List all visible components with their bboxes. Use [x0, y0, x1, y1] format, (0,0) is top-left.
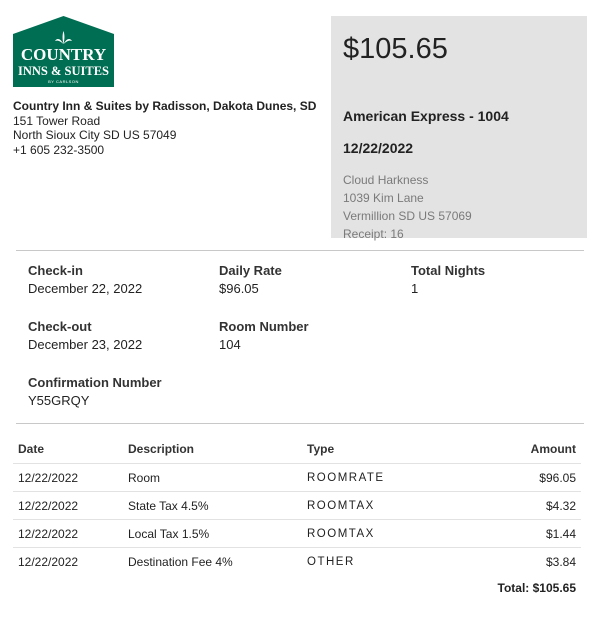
checkin-label: Check-in	[28, 263, 83, 278]
grand-total: Total: $105.65	[497, 581, 576, 595]
checkout-value: December 23, 2022	[28, 337, 143, 352]
table-row	[13, 520, 581, 548]
table-row	[13, 548, 581, 576]
row-date: 12/22/2022	[18, 554, 79, 569]
row-description: Room	[123, 464, 302, 492]
row-amount: $96.05	[462, 464, 581, 492]
header-type: Type	[302, 435, 462, 464]
checkin-field	[28, 262, 142, 298]
country-inns-logo	[13, 16, 114, 87]
divider-bottom	[16, 423, 584, 424]
payment-date: 12/22/2022	[343, 140, 414, 156]
logo-line2: INNS & SUITES	[17, 64, 110, 78]
row-description: Destination Fee 4%	[128, 554, 233, 569]
table-row	[13, 492, 581, 520]
row-description: State Tax 4.5%	[123, 492, 302, 520]
checkout-label: Check-out	[28, 319, 92, 334]
checkout-field	[28, 318, 142, 354]
row-type: ROOMTAX	[302, 520, 462, 548]
logo-line3: BY CARLSON	[48, 79, 79, 84]
row-date: 12/22/2022	[13, 464, 123, 492]
row-type: OTHER	[307, 555, 355, 568]
confirmation-field	[28, 374, 162, 410]
confirmation-label: Confirmation Number	[28, 375, 162, 390]
row-description: Local Tax 1.5%	[123, 520, 302, 548]
table-header-row	[13, 435, 581, 464]
total-nights-field	[411, 262, 485, 298]
row-date: 12/22/2022	[13, 520, 123, 548]
hotel-address-line1: 151 Tower Road	[13, 113, 101, 128]
checkin-value: December 22, 2022	[28, 281, 143, 296]
guest-address-line1: 1039 Kim Lane	[343, 191, 424, 205]
daily-rate-value: $96.05	[219, 281, 259, 296]
room-number-label: Room Number	[219, 319, 309, 334]
hotel-info	[13, 99, 316, 157]
hotel-address-line2: North Sioux City SD US 57049	[13, 128, 177, 142]
guest-name: Cloud Harkness	[343, 173, 429, 187]
row-amount: $4.32	[462, 492, 581, 520]
hotel-phone: +1 605 232-3500	[13, 142, 105, 157]
guest-info	[343, 171, 472, 243]
row-type: ROOMRATE	[302, 464, 462, 492]
guest-address-line2: Vermillion SD US 57069	[343, 209, 472, 223]
total-nights-value: 1	[411, 281, 419, 296]
header-description: Description	[123, 435, 302, 464]
payment-card: American Express - 1004	[343, 108, 509, 124]
payment-summary	[331, 16, 587, 241]
room-number-value: 104	[219, 337, 241, 352]
row-type: ROOMTAX	[302, 492, 462, 520]
header-date: Date	[13, 435, 123, 464]
table-row	[13, 464, 581, 492]
hotel-name: Country Inn & Suites by Radisson, Dakota Dunes, SD	[13, 99, 317, 113]
receipt-number: Receipt: 16	[343, 227, 404, 241]
total-nights-label: Total Nights	[411, 263, 486, 278]
daily-rate-label: Daily Rate	[219, 263, 282, 278]
header-amount: Amount	[462, 435, 581, 464]
logo-line1: COUNTRY	[20, 45, 107, 64]
confirmation-value: Y55GRQY	[28, 393, 90, 408]
row-amount: $1.44	[462, 520, 581, 548]
daily-rate-field	[219, 262, 282, 298]
charges-table	[13, 435, 581, 575]
summary-total: $105.65	[343, 33, 448, 65]
room-number-field	[219, 318, 309, 354]
divider-top	[16, 250, 584, 251]
row-date: 12/22/2022	[13, 492, 123, 520]
row-amount: $3.84	[545, 554, 576, 569]
